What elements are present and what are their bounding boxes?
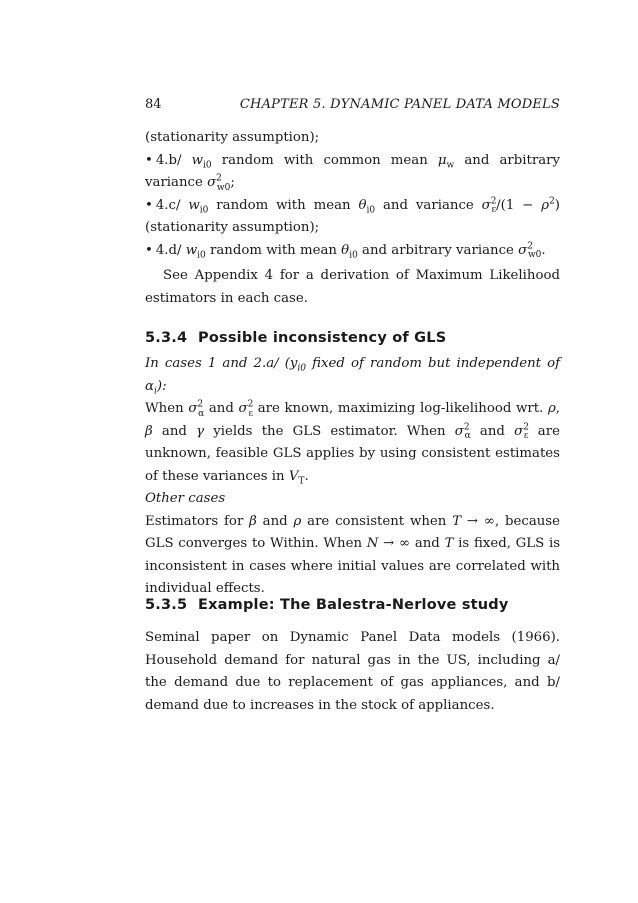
case-heading: In cases 1 and 2.a/ ($y_{i0}$ fixed of random but independent of $\alpha_i$): xyxy=(145,356,560,397)
list-item-4c: • 4.c/ $w_{i0}$ random with mean $\theta_{i0}$ and variance $\sigma^2_\varepsilon/(1 - \rho^2)$ (stationarity assumption); xyxy=(145,196,560,235)
running-header xyxy=(145,97,560,115)
other-cases-heading: Other cases xyxy=(145,491,226,506)
list-item-4d: • 4.d/ $w_{i0}$ random with mean $\theta_{i0}$ and arbitrary variance $\sigma^2_{w0}$. xyxy=(145,241,546,261)
list-item-4b: • 4.b/ $w_{i0}$ random with common mean $\mu_w$ and arbitrary variance $\sigma^2_{w0}$; xyxy=(145,152,561,193)
appendix-paragraph: See Appendix 4 for a derivation of Maximum Likelihood estimators in each case. xyxy=(145,268,560,306)
section-heading-535 xyxy=(145,597,560,613)
section-number: 5.3.4 xyxy=(145,330,188,346)
bullet-icon: • xyxy=(145,152,153,168)
list-line-continued: (stationarity assumption); xyxy=(145,130,320,145)
bullet-icon: • xyxy=(145,197,153,213)
bullet-icon: • xyxy=(145,242,153,258)
gls-paragraph: When $\sigma^2_\alpha$ and $\sigma^2_\varepsilon$ are known, maximizing log-likelihood wrt. ρ, β and γ yields the GLS estimator. When $\sigma^2_\alpha$ and $\sigma^2_\varepsilon$ are unknown, feasible GLS applies by using consistent estimates of these variances in $V_T$. xyxy=(145,399,561,487)
assumption-list xyxy=(145,127,560,262)
page-number: 84 xyxy=(145,97,162,112)
section-heading-534 xyxy=(145,330,560,346)
section-title: Example: The Balestra-Nerlove study xyxy=(198,597,509,613)
running-title: CHAPTER 5. DYNAMIC PANEL DATA MODELS xyxy=(239,97,560,112)
consistency-paragraph: Estimators for β and ρ are consistent when T → ∞, because GLS converges to Within. When N → ∞ and T is fixed, GLS is inconsistent in cases where initial values are correlated with individual effects. xyxy=(145,513,561,596)
section-title: Possible inconsistency of GLS xyxy=(198,330,447,346)
section-number: 5.3.5 xyxy=(145,597,188,613)
section-534-body xyxy=(145,353,560,601)
balestra-paragraph: Seminal paper on Dynamic Panel Data models (1966). Household demand for natural gas in the US, including a/ the demand due to replacement of gas appliances, and b/ demand due to increases in the stock of appliances. xyxy=(145,630,560,713)
